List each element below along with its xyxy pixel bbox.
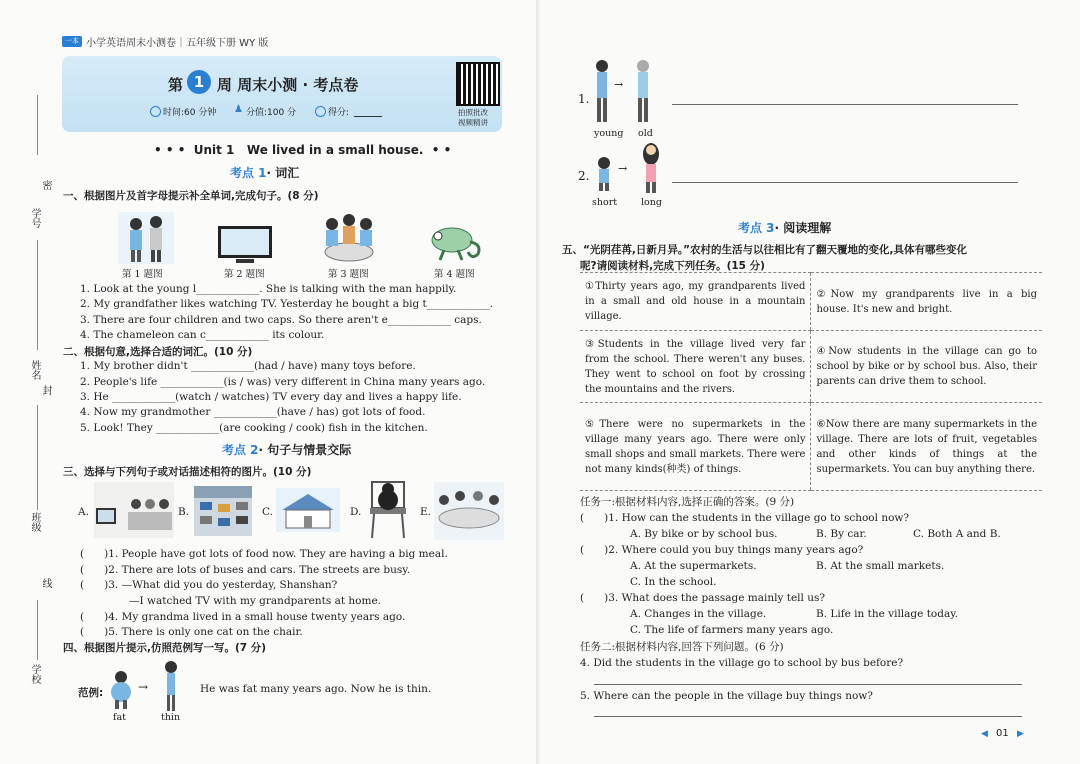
s3-letter-c: C. [262, 506, 273, 518]
passage-cell-4: ④Now students in the village can go to school by bike or by school bus. Also, their parents can drive them to school. [811, 331, 1042, 403]
s3-heading: 三、选择与下列句子或对话描述相符的图片。(10 分) [63, 466, 312, 478]
task-1-heading: 任务一:根据材料内容,选择正确的答案。(9 分) [580, 496, 795, 508]
picture-family-meal [434, 482, 504, 540]
s3-item-1: ( )1. People have got lots of food now. They are having a big meal. [80, 548, 448, 560]
s3-letter-e: E. [420, 506, 432, 518]
picture-old-man [632, 58, 654, 124]
side-label-xian: 线 [40, 578, 51, 588]
s2-item-1: 1. My brother didn't ____________(had / have) many toys before. [80, 360, 416, 372]
picture-chameleon [428, 218, 482, 262]
passage-cell-2: ②Now my grandparents live in a big house. It's new and bright. [811, 273, 1042, 331]
s2-item-3: 3. He ____________(watch / watches) TV every day and lives a happy life. [80, 391, 462, 403]
passage-cell-3: ③Students in the village lived very far from the school. There weren't any buses. They went to school on foot by crossing the mountains and the rivers. [580, 331, 811, 403]
q2-option-c: C. In the school. [630, 576, 717, 588]
picture-fat-boy [110, 670, 132, 710]
side-label-school: 学校 [29, 664, 40, 684]
picture-long-hair-girl [640, 142, 662, 194]
passage-cell-6: ⑥Now there are many supermarkets in the village. There are lots of fruit, vegetables and other kinds of things at the supermarkets. You can buy anything there. [811, 403, 1042, 491]
q3-option-a: A. Changes in the village. [630, 608, 767, 620]
s1-item-1: 1. Look at the young l____________. She is talking with the man happily. [80, 283, 457, 295]
logo-badge: 一本 [62, 36, 82, 47]
picture-cat-on-chair [366, 480, 410, 540]
section-kaodian-2: 考点 2· 句子与情景交际 [222, 443, 352, 457]
s3-item-5: ( )5. There is only one cat on the chair. [80, 626, 303, 638]
arrow-icon: → [138, 680, 149, 694]
s3-item-2: ( )2. There are lots of buses and cars. The streets are busy. [80, 564, 411, 576]
s5-heading-2: 呢?请阅读材料,完成下列任务。(15 分) [580, 260, 765, 272]
q1-option-b: B. By car. [816, 528, 867, 540]
q1: ( )1. How can the students in the village go to school now? [580, 512, 910, 524]
picture-family-watching-tv [94, 482, 174, 538]
side-label-mi: 密 [40, 180, 51, 190]
label-short: short [592, 197, 618, 208]
label-long: long [641, 197, 662, 208]
qr-caption-1: 拍照批改 [458, 108, 488, 117]
answer-line-1[interactable] [672, 104, 1018, 105]
q2: ( )2. Where could you buy things many years ago? [580, 544, 864, 556]
picture-children-with-caps [322, 210, 376, 266]
check-icon [315, 106, 326, 117]
section-kaodian-3: 考点 3· 阅读理解 [738, 221, 832, 235]
reading-passage-table [580, 272, 1042, 491]
q1-option-c: C. Both A and B. [913, 528, 1001, 540]
s1-caption-4: 第 4 题图 [434, 269, 475, 280]
week-number-badge: 1 [187, 70, 211, 94]
label-young: young [594, 128, 624, 139]
s1-caption-3: 第 3 题图 [328, 269, 369, 280]
picture-small-house [276, 488, 340, 532]
side-label-class: 班级 [29, 512, 40, 532]
section-kaodian-1: 考点 1· 词汇 [230, 166, 300, 180]
banner-di: 第 [168, 76, 184, 94]
next-page-icon[interactable]: ▶ [1017, 729, 1024, 739]
passage-cell-1: ①Thirty years ago, my grandparents lived in a small and old house in a mountain village. [580, 273, 811, 331]
s1-item-2: 2. My grandfather likes watching TV. Yesterday he bought a big t____________. [80, 298, 494, 310]
label-old: old [638, 128, 653, 139]
s4-heading: 四、根据图片提示,仿照范例写一写。(7 分) [63, 642, 267, 654]
title-banner [62, 56, 502, 132]
answer-line-q5[interactable] [594, 716, 1022, 717]
earned-score: 得分: [328, 108, 350, 118]
page-number: 01 [996, 728, 1009, 739]
arrow-icon-1: → [614, 78, 624, 91]
s3-item-4: ( )4. My grandma lived in a small house twenty years ago. [80, 611, 406, 623]
answer-line-2[interactable] [672, 182, 1018, 183]
s3-letter-d: D. [350, 506, 362, 518]
picture-busy-street [194, 486, 252, 536]
q2-option-a: A. At the supermarkets. [630, 560, 757, 572]
answer-line-q4[interactable] [594, 684, 1022, 685]
right-page [540, 0, 1080, 764]
q5: 5. Where can the people in the village buy things now? [580, 690, 873, 702]
banner-title: 周 周末小测 · 考点卷 [217, 76, 359, 94]
s2-heading: 二、根据句意,选择合适的词汇。(10 分) [63, 346, 253, 358]
s2-item-5: 5. Look! They ____________(are cooking / cook) fish in the kitchen. [80, 422, 428, 434]
qr-caption-2: 视频精讲 [458, 118, 488, 127]
q1-option-a: A. By bike or by school bus. [630, 528, 778, 540]
s4-q2-number: 2. [578, 169, 590, 183]
s3-item-3: ( )3. —What did you do yesterday, Shanshan? [80, 579, 338, 591]
s2-item-2: 2. People's life ____________(is / was) very different in China many years ago. [80, 376, 486, 388]
label-thin: thin [161, 712, 181, 723]
s1-item-3: 3. There are four children and two caps. So there aren't e____________ caps. [80, 314, 482, 326]
q3: ( )3. What does the passage mainly tell us? [580, 592, 825, 604]
side-label-xuehao: 学号 [29, 208, 40, 228]
picture-short-hair-girl [594, 156, 614, 192]
clock-icon [150, 106, 161, 117]
time-info: 时间:60 分钟 [163, 108, 217, 118]
q3-option-b: B. Life in the village today. [816, 608, 959, 620]
s1-caption-2: 第 2 题图 [224, 269, 265, 280]
picture-thin-man [160, 660, 182, 712]
person-icon: ♟ [234, 104, 243, 115]
s3-letter-b: B. [178, 506, 190, 518]
picture-young-man [592, 58, 612, 124]
prev-page-icon[interactable]: ◀ [981, 729, 988, 739]
s4-q1-number: 1. [578, 92, 590, 106]
s3-letter-a: A. [78, 506, 89, 518]
example-label: 范例: [78, 687, 104, 699]
s2-item-4: 4. Now my grandmother ____________(have / has) got lots of food. [80, 406, 426, 418]
unit-title: • • • Unit 1 We lived in a small house. • • [154, 143, 452, 157]
passage-cell-5: ⑤There were no supermarkets in the village many years ago. There were only small shops and small markets. There were not many kinds(种类) of things. [580, 403, 811, 491]
header-title: 小学英语周末小测卷｜五年级下册 WY 版 [86, 38, 269, 49]
q4: 4. Did the students in the village go to school by bus before? [580, 657, 904, 669]
s3-item-3-answer: —I watched TV with my grandparents at home. [129, 595, 381, 607]
s1-item-4: 4. The chameleon can c____________ its colour. [80, 329, 325, 341]
picture-tv [216, 224, 274, 266]
q3-option-c: C. The life of farmers many years ago. [630, 624, 834, 636]
example-sentence: He was fat many years ago. Now he is thin. [200, 683, 432, 695]
side-label-feng: 封 [40, 385, 51, 395]
qr-code[interactable] [456, 62, 500, 106]
s1-caption-1: 第 1 题图 [122, 269, 163, 280]
side-rule [37, 95, 38, 155]
label-fat: fat [113, 712, 126, 723]
arrow-icon-2: → [618, 162, 628, 175]
s1-heading: 一、根据图片及首字母提示补全单词,完成句子。(8 分) [63, 190, 319, 202]
score-info: 分值:100 分 [246, 108, 297, 118]
picture-girl-and-man [118, 212, 174, 264]
side-label-name: 姓名 [29, 360, 40, 380]
s5-heading-1: 五、“光阴荏苒,日新月异。”农村的生活与以往相比有了翻天覆地的变化,具体有哪些变化 [562, 244, 968, 256]
task-2-heading: 任务二:根据材料内容,回答下列问题。(6 分) [580, 641, 784, 653]
q2-option-b: B. At the small markets. [816, 560, 945, 572]
